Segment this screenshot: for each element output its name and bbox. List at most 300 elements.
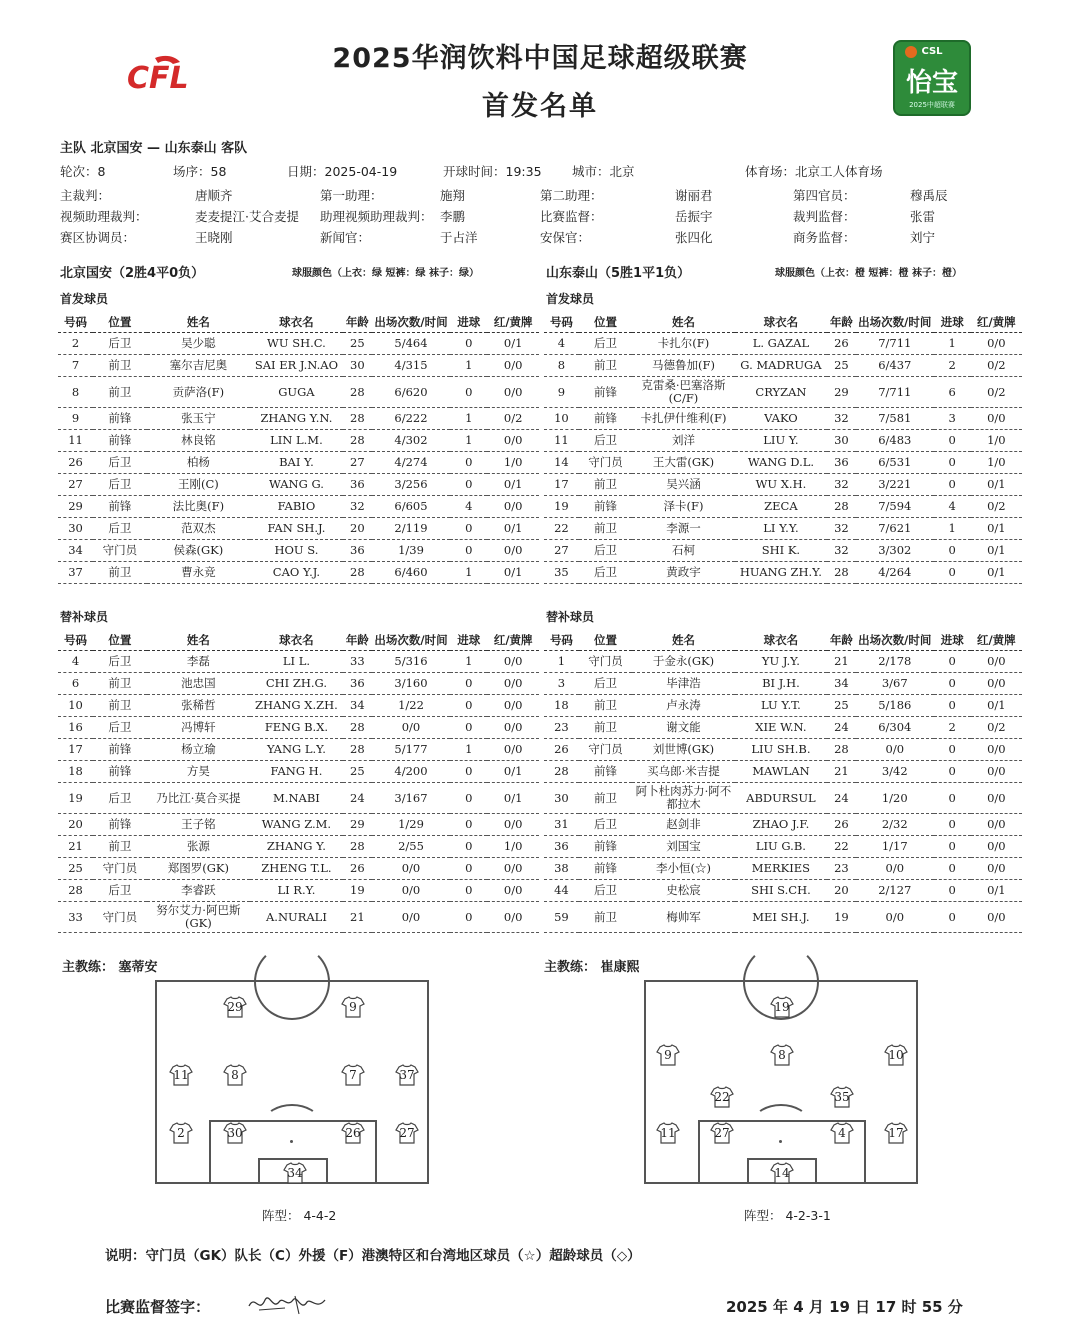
cell-number: 18 — [544, 695, 579, 717]
cell-age: 32 — [827, 408, 856, 430]
cell-appearances: 6/304 — [856, 717, 934, 739]
cell-number: 21 — [58, 836, 93, 858]
cell-goals: 1 — [450, 739, 487, 761]
cell-number: 25 — [58, 858, 93, 880]
column-header-shirt-name: 球衣名 — [735, 630, 827, 651]
cell-cards: 0/0 — [487, 377, 539, 408]
signature-image — [245, 1288, 335, 1318]
player-shirt-icon — [395, 1064, 419, 1086]
table-row — [58, 739, 539, 761]
column-header-goals: 进球 — [934, 312, 971, 333]
cell-goals: 0 — [450, 902, 487, 933]
column-header-position: 位置 — [93, 312, 147, 333]
cell-position: 前卫 — [93, 673, 147, 695]
cell-position: 后卫 — [579, 430, 632, 452]
cell-number: 35 — [544, 562, 579, 584]
cell-age: 22 — [827, 836, 856, 858]
cell-goals: 0 — [934, 783, 971, 814]
player-shirt-icon — [770, 996, 794, 1018]
shirt-number: 11 — [660, 1126, 676, 1140]
table-row — [58, 452, 539, 474]
cell-appearances: 2/32 — [856, 814, 934, 836]
cell-number: 29 — [58, 496, 93, 518]
legend-note: 说明：守门员（GK）队长（C）外援（F）港澳特区和台湾地区球员（☆）超龄球员（◇） — [105, 1248, 641, 1264]
cell-position: 前锋 — [579, 496, 632, 518]
table-row — [58, 377, 539, 408]
table-row — [58, 496, 539, 518]
table-row — [58, 902, 539, 933]
cell-shirt-name: GUGA — [250, 377, 343, 408]
cell-appearances: 7/711 — [856, 333, 934, 355]
shirt-number: 9 — [349, 1000, 357, 1014]
player-shirt-icon — [884, 1044, 908, 1066]
official-label: 商务监督： — [793, 230, 856, 245]
cell-goals: 0 — [450, 518, 487, 540]
cell-age: 21 — [343, 902, 372, 933]
cell-goals: 0 — [934, 540, 971, 562]
shirt-number: 9 — [664, 1048, 672, 1062]
column-header-age: 年龄 — [827, 312, 856, 333]
shirt-number: 27 — [399, 1126, 415, 1140]
player-shirt-icon — [341, 996, 365, 1018]
cell-appearances: 1/17 — [856, 836, 934, 858]
cell-goals: 0 — [934, 858, 971, 880]
cell-name: 张玉宁 — [147, 408, 250, 430]
cell-position: 前卫 — [579, 902, 632, 933]
cell-age: 20 — [343, 518, 372, 540]
cell-name: 泽卡(F) — [632, 496, 735, 518]
shirt-number: 37 — [399, 1068, 415, 1082]
cell-age: 24 — [343, 783, 372, 814]
cell-goals: 1 — [450, 651, 487, 673]
cell-goals: 0 — [450, 333, 487, 355]
table-row — [544, 496, 1022, 518]
cell-appearances: 3/256 — [372, 474, 450, 496]
cell-appearances: 2/127 — [856, 880, 934, 902]
cell-name: 法比奥(F) — [147, 496, 250, 518]
table-row — [544, 452, 1022, 474]
cell-cards: 0/2 — [971, 496, 1022, 518]
cell-number: 11 — [544, 430, 579, 452]
cell-appearances: 6/483 — [856, 430, 934, 452]
cell-number: 28 — [544, 761, 579, 783]
cell-name: 冯博轩 — [147, 717, 250, 739]
column-header-name: 姓名 — [632, 630, 735, 651]
cell-number: 4 — [544, 333, 579, 355]
cell-goals: 1 — [934, 518, 971, 540]
cell-shirt-name: HOU S. — [250, 540, 343, 562]
shirt-number: 22 — [714, 1090, 730, 1104]
cell-name: 王刚(C) — [147, 474, 250, 496]
cell-name: 阿卜杜肉苏力·阿不都拉木 — [632, 783, 735, 814]
cell-goals: 1 — [450, 430, 487, 452]
cell-position: 后卫 — [93, 518, 147, 540]
center-circle — [254, 944, 330, 1020]
official-name: 岳振宇 — [675, 209, 713, 224]
cell-cards: 0/0 — [487, 717, 539, 739]
table-row — [544, 562, 1022, 584]
table-row — [58, 673, 539, 695]
cell-number: 6 — [58, 673, 93, 695]
cell-name: 李磊 — [147, 651, 250, 673]
cell-name: 毕津浩 — [632, 673, 735, 695]
official-name: 刘宁 — [910, 230, 936, 245]
table-row — [544, 814, 1022, 836]
column-header-position: 位置 — [93, 630, 147, 651]
cell-position: 后卫 — [579, 562, 632, 584]
cell-number: 26 — [58, 452, 93, 474]
cell-goals: 0 — [934, 651, 971, 673]
cell-age: 32 — [343, 496, 372, 518]
table-row — [544, 430, 1022, 452]
cell-shirt-name: BAI Y. — [250, 452, 343, 474]
cell-age: 21 — [827, 761, 856, 783]
cell-appearances: 6/460 — [372, 562, 450, 584]
home-starters-table — [58, 312, 539, 584]
cell-appearances: 1/20 — [856, 783, 934, 814]
player-shirt-icon — [830, 1086, 854, 1108]
cell-appearances: 5/186 — [856, 695, 934, 717]
column-header-appearances: 出场次数/时间 — [372, 630, 450, 651]
official-label: 视频助理裁判： — [60, 209, 148, 224]
player-shirt-icon — [710, 1122, 734, 1144]
player-shirt-icon — [169, 1122, 193, 1144]
shirt-number: 2 — [177, 1126, 185, 1140]
cell-name: 张源 — [147, 836, 250, 858]
cell-shirt-name: YANG L.Y. — [250, 739, 343, 761]
cell-cards: 0/1 — [971, 474, 1022, 496]
cell-age: 25 — [343, 761, 372, 783]
cell-shirt-name: A.NURALI — [250, 902, 343, 933]
cell-number: 19 — [544, 496, 579, 518]
cell-appearances: 6/437 — [856, 355, 934, 377]
cell-name: 郑图罗(GK) — [147, 858, 250, 880]
cell-position: 后卫 — [93, 333, 147, 355]
cell-number: 18 — [58, 761, 93, 783]
cell-number: 14 — [544, 452, 579, 474]
cell-position: 后卫 — [579, 814, 632, 836]
cell-position: 前卫 — [579, 783, 632, 814]
cell-name: 吴兴涵 — [632, 474, 735, 496]
cell-name: 池忠国 — [147, 673, 250, 695]
player-shirt-icon — [223, 996, 247, 1018]
column-header-goals: 进球 — [450, 630, 487, 651]
official-name: 施翔 — [440, 188, 466, 203]
cell-shirt-name: VAKO — [735, 408, 827, 430]
cell-position: 后卫 — [93, 452, 147, 474]
cell-name: 买乌郎·米吉提 — [632, 761, 735, 783]
cell-shirt-name: FABIO — [250, 496, 343, 518]
cell-appearances: 3/160 — [372, 673, 450, 695]
cell-shirt-name: WU X.H. — [735, 474, 827, 496]
player-shirt-icon — [395, 1122, 419, 1144]
cell-shirt-name: MAWLAN — [735, 761, 827, 783]
cell-cards: 0/1 — [971, 880, 1022, 902]
cell-appearances: 7/594 — [856, 496, 934, 518]
cell-cards: 1/0 — [971, 430, 1022, 452]
player-shirt-icon — [884, 1122, 908, 1144]
player-shirt-icon — [169, 1064, 193, 1086]
cell-position: 后卫 — [579, 880, 632, 902]
cell-appearances: 4/315 — [372, 355, 450, 377]
column-header-age: 年龄 — [343, 630, 372, 651]
cell-number: 33 — [58, 902, 93, 933]
cell-age: 28 — [827, 739, 856, 761]
cell-goals: 0 — [934, 902, 971, 933]
cell-goals: 4 — [450, 496, 487, 518]
column-header-shirt-name: 球衣名 — [250, 630, 343, 651]
column-header-name: 姓名 — [147, 630, 250, 651]
cell-cards: 0/0 — [487, 739, 539, 761]
away-team-name: 山东泰山（5胜1平1负） — [546, 266, 691, 281]
cell-goals: 0 — [450, 673, 487, 695]
table-row — [58, 333, 539, 355]
cell-shirt-name: WU SH.C. — [250, 333, 343, 355]
cell-cards: 0/0 — [487, 902, 539, 933]
cell-age: 29 — [343, 814, 372, 836]
cell-number: 4 — [58, 651, 93, 673]
cell-position: 前锋 — [93, 761, 147, 783]
table-row — [544, 540, 1022, 562]
cell-name: 赵剑非 — [632, 814, 735, 836]
shirt-number: 19 — [774, 1000, 790, 1014]
cell-cards: 0/0 — [971, 836, 1022, 858]
table-row — [58, 518, 539, 540]
shirt-number: 34 — [287, 1166, 303, 1180]
cell-shirt-name: WANG Z.M. — [250, 814, 343, 836]
column-header-appearances: 出场次数/时间 — [856, 630, 934, 651]
cell-cards: 0/0 — [971, 739, 1022, 761]
cell-position: 前锋 — [93, 430, 147, 452]
cell-cards: 0/0 — [971, 673, 1022, 695]
cell-shirt-name: SHI K. — [735, 540, 827, 562]
official-name: 张四化 — [675, 230, 713, 245]
cell-shirt-name: LIN L.M. — [250, 430, 343, 452]
cell-shirt-name: MEI SH.J. — [735, 902, 827, 933]
cell-cards: 0/1 — [971, 540, 1022, 562]
cell-age: 23 — [827, 858, 856, 880]
cell-number: 30 — [58, 518, 93, 540]
cell-position: 前锋 — [579, 408, 632, 430]
cell-age: 29 — [827, 377, 856, 408]
shirt-number: 27 — [714, 1126, 730, 1140]
table-row — [544, 377, 1022, 408]
home-subs-title: 替补球员 — [60, 610, 109, 624]
table-row — [544, 739, 1022, 761]
cell-number: 23 — [544, 717, 579, 739]
cell-number: 59 — [544, 902, 579, 933]
cell-goals: 2 — [934, 355, 971, 377]
cell-shirt-name: G. MADRUGA — [735, 355, 827, 377]
cell-shirt-name: L. GAZAL — [735, 333, 827, 355]
cell-number: 22 — [544, 518, 579, 540]
cell-appearances: 0/0 — [372, 880, 450, 902]
cell-position: 前锋 — [579, 761, 632, 783]
table-row — [544, 761, 1022, 783]
table-row — [544, 651, 1022, 673]
cell-shirt-name: LIU Y. — [735, 430, 827, 452]
cell-shirt-name: BI J.H. — [735, 673, 827, 695]
column-header-goals: 进球 — [450, 312, 487, 333]
column-header-cards: 红/黄牌 — [971, 312, 1022, 333]
table-row — [58, 836, 539, 858]
cell-cards: 0/0 — [487, 540, 539, 562]
cell-position: 前卫 — [93, 562, 147, 584]
cell-appearances: 7/621 — [856, 518, 934, 540]
cell-age: 32 — [827, 474, 856, 496]
column-header-shirt-name: 球衣名 — [250, 312, 343, 333]
table-row — [544, 474, 1022, 496]
badge-sub-text: 2025中超联赛 — [909, 101, 955, 109]
cell-appearances: 0/0 — [372, 902, 450, 933]
cell-age: 25 — [343, 333, 372, 355]
cell-appearances: 2/119 — [372, 518, 450, 540]
cell-shirt-name: SHI S.CH. — [735, 880, 827, 902]
cell-age: 25 — [827, 355, 856, 377]
cell-age: 32 — [827, 540, 856, 562]
cell-name: 谢文能 — [632, 717, 735, 739]
cell-cards: 0/1 — [487, 562, 539, 584]
cell-number: 9 — [58, 408, 93, 430]
cell-name: 塞尔吉尼奥 — [147, 355, 250, 377]
cell-name: 李小恒(☆) — [632, 858, 735, 880]
shirt-number: 35 — [834, 1090, 850, 1104]
cell-age: 28 — [343, 739, 372, 761]
cell-position: 守门员 — [579, 452, 632, 474]
cell-shirt-name: CHI ZH.G. — [250, 673, 343, 695]
cell-cards: 0/1 — [971, 518, 1022, 540]
page-title: 2025华润饮料中国足球超级联赛 — [332, 43, 748, 74]
cell-cards: 0/0 — [487, 673, 539, 695]
cell-name: 林良铭 — [147, 430, 250, 452]
cell-goals: 0 — [450, 452, 487, 474]
cell-goals: 0 — [934, 761, 971, 783]
column-header-goals: 进球 — [934, 630, 971, 651]
cell-goals: 1 — [934, 333, 971, 355]
cell-shirt-name: LI R.Y. — [250, 880, 343, 902]
table-row — [58, 430, 539, 452]
penalty-spot — [290, 1140, 293, 1143]
cell-goals: 0 — [450, 695, 487, 717]
column-header-cards: 红/黄牌 — [487, 312, 539, 333]
cell-age: 24 — [827, 717, 856, 739]
badge-brand-text: 怡宝 — [905, 68, 958, 98]
shirt-number: 14 — [774, 1166, 790, 1180]
official-label: 比赛监督： — [540, 209, 603, 224]
table-row — [544, 355, 1022, 377]
cell-age: 28 — [343, 562, 372, 584]
cell-name: 方昊 — [147, 761, 250, 783]
cell-name: 李睿跃 — [147, 880, 250, 902]
official-name: 张雷 — [910, 209, 936, 224]
table-row — [58, 562, 539, 584]
cell-shirt-name: ZHANG Y.N. — [250, 408, 343, 430]
cell-age: 30 — [343, 355, 372, 377]
cell-appearances: 4/264 — [856, 562, 934, 584]
cell-cards: 0/0 — [971, 858, 1022, 880]
cell-position: 前锋 — [579, 377, 632, 408]
official-name: 唐顺齐 — [195, 188, 233, 203]
cell-number: 37 — [58, 562, 93, 584]
cell-appearances: 3/67 — [856, 673, 934, 695]
cell-cards: 0/0 — [971, 783, 1022, 814]
cell-name: 王子铭 — [147, 814, 250, 836]
match-no-info: 场序：58 — [173, 164, 227, 179]
kickoff-info: 开球时间：19:35 — [443, 164, 542, 179]
official-label: 赛区协调员： — [60, 230, 136, 245]
cell-goals: 0 — [450, 761, 487, 783]
column-header-position: 位置 — [579, 312, 632, 333]
shirt-number: 17 — [888, 1126, 904, 1140]
cell-shirt-name: SAI ER J.N.AO — [250, 355, 343, 377]
cell-shirt-name: WANG D.L. — [735, 452, 827, 474]
cell-number: 30 — [544, 783, 579, 814]
svg-text:CFL: CFL — [127, 61, 189, 96]
cell-cards: 0/0 — [971, 814, 1022, 836]
cell-appearances: 5/177 — [372, 739, 450, 761]
cell-position: 前卫 — [579, 474, 632, 496]
cell-position: 前锋 — [579, 858, 632, 880]
cell-cards: 0/0 — [487, 858, 539, 880]
cell-name: 柏杨 — [147, 452, 250, 474]
shirt-number: 29 — [227, 1000, 243, 1014]
player-shirt-icon — [656, 1122, 680, 1144]
official-name: 于占洋 — [440, 230, 478, 245]
shirt-number: 7 — [349, 1068, 357, 1082]
cell-cards: 0/1 — [487, 783, 539, 814]
home-coach: 主教练： 塞蒂安 — [62, 960, 158, 975]
cell-goals: 0 — [450, 880, 487, 902]
cell-cards: 0/0 — [487, 651, 539, 673]
penalty-arc — [264, 1104, 320, 1140]
cell-number: 34 — [58, 540, 93, 562]
cell-goals: 0 — [934, 673, 971, 695]
home-formation: 阵型： 4-4-2 — [262, 1208, 337, 1223]
table-row — [58, 355, 539, 377]
cell-appearances: 0/0 — [856, 739, 934, 761]
cell-shirt-name: LIU G.B. — [735, 836, 827, 858]
cell-appearances: 2/55 — [372, 836, 450, 858]
table-row — [544, 695, 1022, 717]
column-header-appearances: 出场次数/时间 — [856, 312, 934, 333]
cell-shirt-name: LU Y.T. — [735, 695, 827, 717]
cell-shirt-name: LI Y.Y. — [735, 518, 827, 540]
cell-number: 8 — [544, 355, 579, 377]
away-kit-colors: 球服颜色（上衣：橙 短裤：橙 袜子：橙） — [775, 268, 962, 279]
away-coach: 主教练： 崔康熙 — [544, 960, 640, 975]
cell-name: 范双杰 — [147, 518, 250, 540]
official-name: 李鹏 — [440, 209, 466, 224]
official-name: 谢丽君 — [675, 188, 713, 203]
official-label: 助理视频助理裁判： — [320, 209, 433, 224]
column-header-position: 位置 — [579, 630, 632, 651]
cell-appearances: 6/531 — [856, 452, 934, 474]
cell-age: 28 — [343, 836, 372, 858]
cell-goals: 0 — [934, 430, 971, 452]
cell-age: 28 — [827, 562, 856, 584]
cell-appearances: 3/167 — [372, 783, 450, 814]
home-formation-pitch — [155, 980, 429, 1184]
cell-position: 守门员 — [579, 739, 632, 761]
cell-goals: 0 — [934, 739, 971, 761]
cell-position: 守门员 — [579, 651, 632, 673]
cell-name: 石柯 — [632, 540, 735, 562]
table-row — [58, 695, 539, 717]
cell-cards: 0/1 — [487, 333, 539, 355]
cell-number: 2 — [58, 333, 93, 355]
cell-position: 前锋 — [93, 814, 147, 836]
official-label: 第二助理： — [540, 188, 603, 203]
